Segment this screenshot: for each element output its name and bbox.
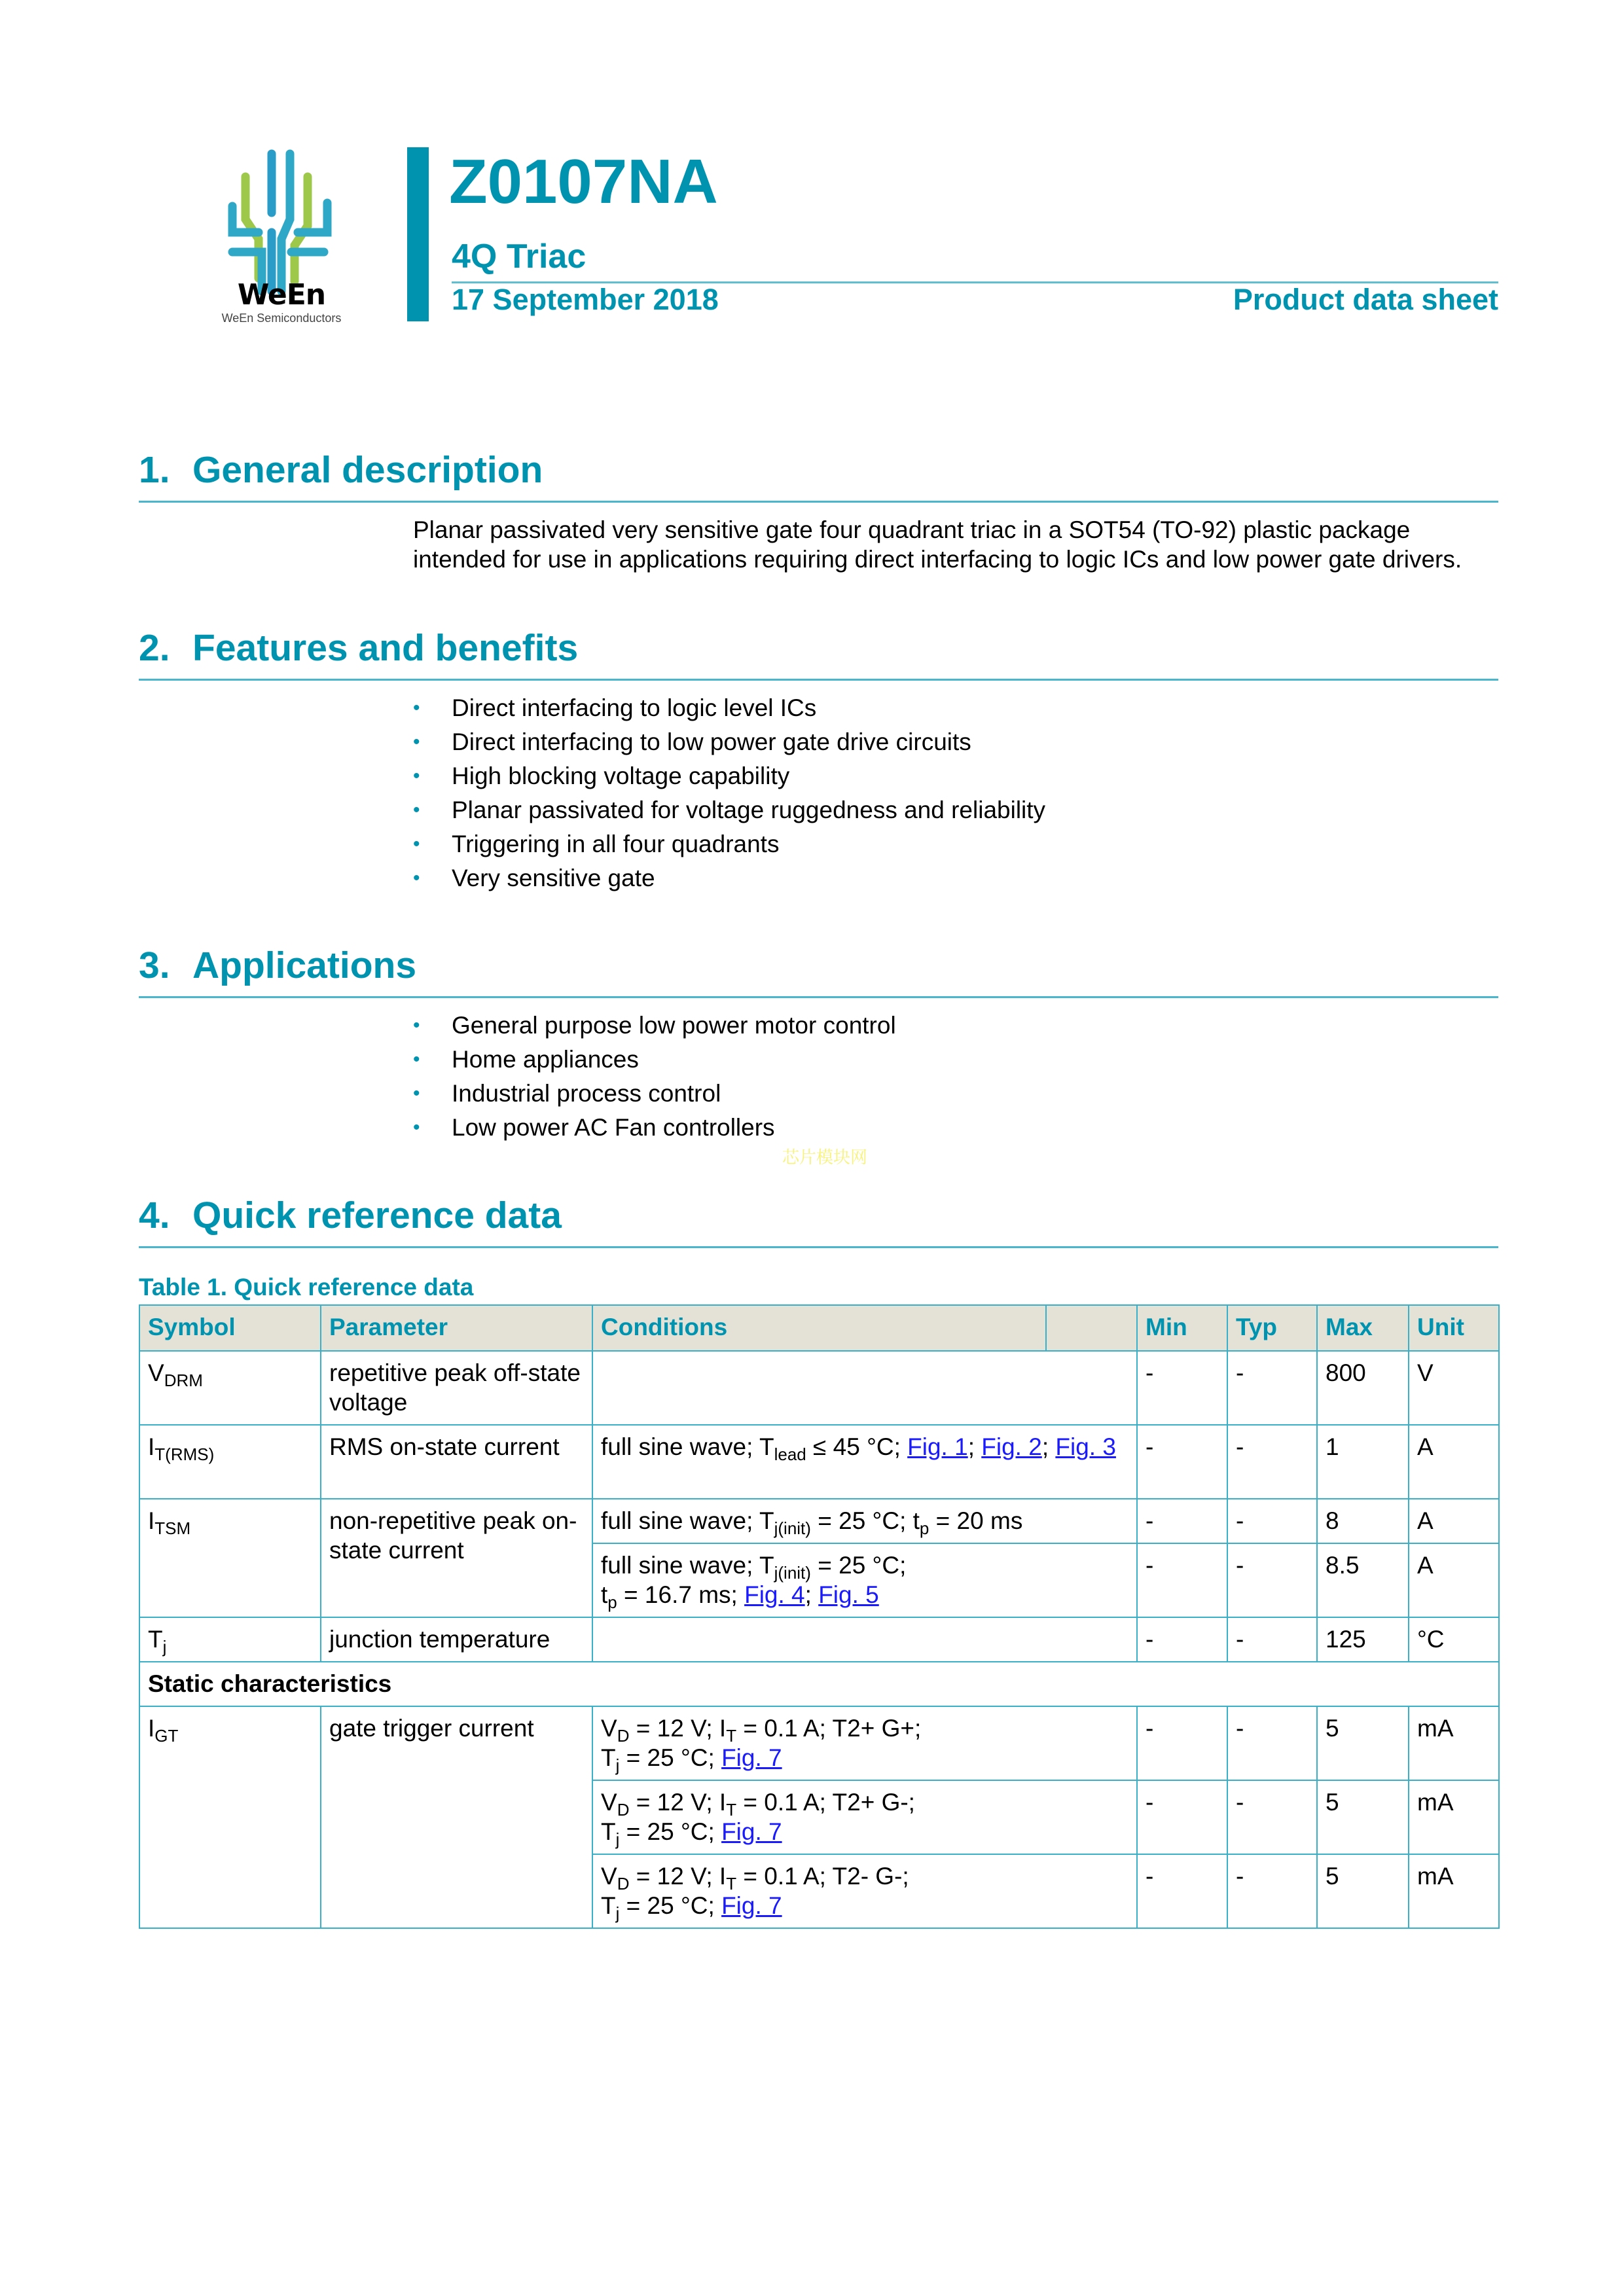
section-rule [139, 501, 1498, 503]
subscript: p [919, 1518, 929, 1538]
max-cell: 125 [1317, 1617, 1409, 1662]
list-item-text: Home appliances [452, 1046, 639, 1073]
unit-cell: mA [1409, 1854, 1499, 1928]
condition-text: V [601, 1789, 617, 1816]
min-cell: - [1137, 1425, 1227, 1499]
subscript: lead [774, 1444, 806, 1464]
typ-cell: - [1227, 1617, 1317, 1662]
max-cell: 800 [1317, 1351, 1409, 1425]
product-title: Z0107NA [449, 147, 718, 217]
max-cell: 5 [1317, 1854, 1409, 1928]
min-cell: - [1137, 1706, 1227, 1780]
section-number: 3. [139, 944, 170, 986]
min-cell: - [1137, 1854, 1227, 1928]
header-min: Min [1137, 1305, 1227, 1351]
subscript: j [615, 1829, 620, 1849]
parameter-cell: non-repetitive peak on-state current [321, 1499, 592, 1617]
bullet-icon: • [413, 697, 420, 719]
list-item [413, 861, 1045, 895]
subscript: D [617, 1874, 630, 1893]
section-heading-quick-reference [139, 1194, 562, 1237]
symbol: I [148, 1715, 155, 1742]
list-item [413, 1043, 896, 1077]
section-heading-applications [139, 944, 416, 987]
table-row [139, 1425, 1499, 1499]
bullet-icon: • [413, 1117, 420, 1138]
symbol-subscript: j [162, 1637, 167, 1657]
condition-text: = 25 °C; [619, 1818, 722, 1845]
list-item [413, 725, 1045, 759]
condition-text: full sine wave; T [601, 1552, 774, 1579]
list-item-text: Very sensitive gate [452, 865, 655, 891]
header-conditions: Conditions [592, 1305, 1046, 1351]
symbol-subscript: TSM [154, 1518, 191, 1538]
list-item [413, 691, 1045, 725]
section-heading-features [139, 626, 578, 670]
section-label: Static characteristics [139, 1662, 1499, 1706]
quick-reference-table [139, 1304, 1500, 1929]
unit-cell: A [1409, 1499, 1499, 1543]
figure-link[interactable]: Fig. 4 [744, 1581, 805, 1608]
conditions-cell [592, 1617, 1137, 1662]
bullet-icon: • [413, 1049, 420, 1070]
bullet-icon: • [413, 1014, 420, 1036]
symbol: T [148, 1626, 163, 1653]
figure-link[interactable]: Fig. 5 [818, 1581, 879, 1608]
subscript: D [617, 1726, 630, 1746]
logo-wordmark: WeEn [237, 278, 326, 312]
subscript: j(init) [774, 1518, 811, 1538]
list-item [413, 827, 1045, 861]
subscript: T [726, 1800, 737, 1820]
condition-text: ; [804, 1581, 819, 1608]
condition-text: = 12 V; I [629, 1863, 727, 1890]
symbol-subscript: GT [154, 1726, 179, 1746]
condition-text: = 12 V; I [629, 1715, 727, 1742]
unit-cell: V [1409, 1351, 1499, 1425]
max-cell: 5 [1317, 1780, 1409, 1854]
subscript: p [607, 1592, 617, 1612]
table-header-row [139, 1305, 1499, 1351]
condition-text: = 25 °C; [619, 1744, 722, 1771]
unit-cell: °C [1409, 1617, 1499, 1662]
min-cell: - [1137, 1780, 1227, 1854]
document-date: 17 September 2018 [452, 283, 719, 316]
table-row [139, 1617, 1499, 1662]
bullet-icon: • [413, 731, 420, 753]
text-line: Planar passivated very sensitive gate four quadrant triac in a SOT54 (TO-92) plastic package [413, 516, 1411, 543]
bullet-icon: • [413, 765, 420, 787]
table-row [139, 1499, 1499, 1543]
header-typ: Typ [1227, 1305, 1317, 1351]
section-rule [139, 679, 1498, 681]
list-item-text: High blocking voltage capability [452, 762, 790, 789]
figure-link[interactable]: Fig. 2 [981, 1433, 1042, 1460]
condition-text: = 20 ms [929, 1507, 1023, 1534]
section-heading-general-description [139, 448, 543, 492]
condition-text: full sine wave; T [601, 1433, 774, 1460]
symbol-cell [139, 1499, 321, 1617]
list-item [413, 1077, 896, 1111]
figure-link[interactable]: Fig. 7 [721, 1818, 782, 1845]
logo-subtitle: WeEn Semiconductors [221, 312, 342, 325]
subscript: D [617, 1800, 630, 1820]
general-description-text [413, 515, 1500, 574]
conditions-cell [592, 1543, 1137, 1617]
list-item-text: Direct interfacing to low power gate drive circuits [452, 728, 971, 755]
subscript: T [726, 1874, 737, 1893]
condition-text: = 16.7 ms; [617, 1581, 745, 1608]
figure-link[interactable]: Fig. 3 [1055, 1433, 1116, 1460]
condition-text: ≤ 45 °C; [806, 1433, 908, 1460]
table-row [139, 1706, 1499, 1780]
section-number: 1. [139, 449, 170, 491]
section-number: 2. [139, 627, 170, 669]
list-item-text: General purpose low power motor control [452, 1012, 896, 1039]
condition-text: = 12 V; I [629, 1789, 727, 1816]
conditions-cell [592, 1706, 1137, 1780]
symbol-cell [139, 1351, 321, 1425]
list-item [413, 1009, 896, 1043]
condition-text: V [601, 1863, 617, 1890]
applications-list [413, 1009, 896, 1145]
header-max: Max [1317, 1305, 1409, 1351]
list-item-text: Planar passivated for voltage ruggedness and reliability [452, 797, 1046, 823]
table-row [139, 1351, 1499, 1425]
min-cell: - [1137, 1543, 1227, 1617]
condition-text: ; [1041, 1433, 1056, 1460]
header-accent-bar [407, 147, 429, 321]
product-subtitle: 4Q Triac [452, 238, 586, 276]
conditions-cell [592, 1499, 1137, 1543]
parameter-cell: junction temperature [321, 1617, 592, 1662]
symbol: I [148, 1507, 155, 1534]
subscript: T [726, 1726, 737, 1746]
typ-cell: - [1227, 1706, 1317, 1780]
max-cell: 1 [1317, 1425, 1409, 1499]
condition-text: = 0.1 A; T2- G-; [736, 1863, 909, 1890]
condition-text: t [601, 1581, 608, 1608]
conditions-cell [592, 1780, 1137, 1854]
parameter-cell: RMS on-state current [321, 1425, 592, 1499]
section-title: General description [192, 449, 543, 491]
bullet-icon: • [413, 833, 420, 855]
bullet-icon: • [413, 1083, 420, 1104]
section-rule [139, 1246, 1498, 1248]
subscript: j [615, 1755, 620, 1775]
condition-text: = 0.1 A; T2+ G-; [736, 1789, 915, 1816]
header-blank [1046, 1305, 1137, 1351]
unit-cell: A [1409, 1543, 1499, 1617]
max-cell: 8.5 [1317, 1543, 1409, 1617]
subscript: j [615, 1903, 620, 1923]
condition-text: V [601, 1715, 617, 1742]
max-cell: 8 [1317, 1499, 1409, 1543]
symbol-cell [139, 1617, 321, 1662]
list-item-text: Triggering in all four quadrants [452, 831, 780, 857]
symbol-cell [139, 1425, 321, 1499]
typ-cell: - [1227, 1351, 1317, 1425]
symbol: V [148, 1359, 164, 1386]
condition-text: T [601, 1744, 616, 1771]
unit-cell: mA [1409, 1780, 1499, 1854]
min-cell: - [1137, 1351, 1227, 1425]
symbol: I [148, 1433, 155, 1460]
conditions-cell [592, 1854, 1137, 1928]
header-unit: Unit [1409, 1305, 1499, 1351]
subscript: j(init) [774, 1563, 811, 1583]
condition-text: T [601, 1818, 616, 1845]
section-number: 4. [139, 1194, 170, 1236]
condition-text: = 0.1 A; T2+ G+; [736, 1715, 922, 1742]
symbol-subscript: DRM [164, 1371, 203, 1390]
figure-link[interactable]: Fig. 7 [721, 1744, 782, 1771]
condition-text: full sine wave; T [601, 1507, 774, 1534]
max-cell: 5 [1317, 1706, 1409, 1780]
condition-text: = 25 °C; [619, 1892, 722, 1919]
list-item [413, 759, 1045, 793]
list-item [413, 793, 1045, 827]
features-list [413, 691, 1045, 895]
typ-cell: - [1227, 1499, 1317, 1543]
table-section-row [139, 1662, 1499, 1706]
conditions-cell [592, 1425, 1137, 1499]
unit-cell: mA [1409, 1706, 1499, 1780]
unit-cell: A [1409, 1425, 1499, 1499]
typ-cell: - [1227, 1543, 1317, 1617]
condition-text: ; [967, 1433, 982, 1460]
list-item [413, 1111, 896, 1145]
figure-link[interactable]: Fig. 7 [721, 1892, 782, 1919]
list-item-text: Direct interfacing to logic level ICs [452, 694, 817, 721]
min-cell: - [1137, 1617, 1227, 1662]
bullet-icon: • [413, 799, 420, 821]
document-type: Product data sheet [1233, 283, 1498, 316]
condition-text: = 25 °C; [810, 1552, 907, 1579]
header-parameter: Parameter [321, 1305, 592, 1351]
section-title: Features and benefits [192, 627, 579, 669]
section-title: Quick reference data [192, 1194, 562, 1236]
min-cell: - [1137, 1499, 1227, 1543]
figure-link[interactable]: Fig. 1 [907, 1433, 968, 1460]
typ-cell: - [1227, 1780, 1317, 1854]
typ-cell: - [1227, 1425, 1317, 1499]
symbol-cell [139, 1706, 321, 1928]
symbol-subscript: T(RMS) [154, 1444, 215, 1464]
header-symbol: Symbol [139, 1305, 321, 1351]
typ-cell: - [1227, 1854, 1317, 1928]
bullet-icon: • [413, 867, 420, 889]
section-rule [139, 996, 1498, 998]
list-item-text: Industrial process control [452, 1080, 721, 1107]
text-line: intended for use in applications requiring direct interfacing to logic ICs and low power gate drivers. [413, 546, 1462, 573]
section-title: Applications [192, 944, 417, 986]
watermark: 芯片模块网 [782, 1148, 868, 1168]
table-caption: Table 1. Quick reference data [139, 1274, 474, 1300]
list-item-text: Low power AC Fan controllers [452, 1114, 775, 1141]
parameter-cell: repetitive peak off-state voltage [321, 1351, 592, 1425]
condition-text: = 25 °C; t [810, 1507, 920, 1534]
conditions-cell [592, 1351, 1137, 1425]
condition-text: T [601, 1892, 616, 1919]
parameter-cell: gate trigger current [321, 1706, 592, 1928]
